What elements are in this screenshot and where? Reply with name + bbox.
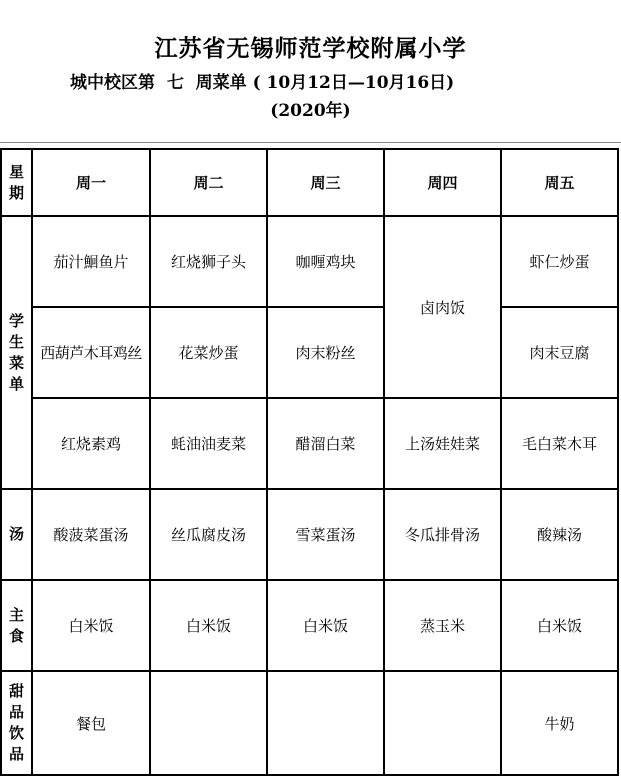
dish-cell: 西葫芦木耳鸡丝	[32, 307, 150, 398]
dish-cell: 咖喱鸡块	[267, 216, 384, 307]
day-header-mon: 周一	[32, 149, 150, 216]
menu-title: 江苏省无锡师范学校附属小学	[154, 35, 467, 62]
student-menu-label: 学 生 菜 单	[1, 216, 32, 489]
staple-row	[1, 580, 618, 671]
dish-cell: 上汤娃娃菜	[384, 398, 501, 489]
weekly-menu-table	[0, 148, 619, 776]
staple-cell: 白米饭	[267, 580, 384, 671]
student-dish-row-1	[1, 216, 618, 307]
dish-cell-merged: 卤肉饭	[384, 216, 501, 398]
menu-subtitle: 城中校区第 七 周菜单 ( 10月12日—10月16日)	[70, 73, 455, 93]
dish-cell: 花菜炒蛋	[150, 307, 267, 398]
day-header-fri: 周五	[501, 149, 618, 216]
student-dish-row-3	[1, 398, 618, 489]
soup-cell: 酸辣汤	[501, 489, 618, 580]
staple-cell: 白米饭	[32, 580, 150, 671]
dessert-cell	[150, 671, 267, 775]
weekday-corner-label: 星 期	[1, 149, 32, 216]
soup-cell: 酸菠菜蛋汤	[32, 489, 150, 580]
soup-cell: 丝瓜腐皮汤	[150, 489, 267, 580]
staple-cell: 蒸玉米	[384, 580, 501, 671]
day-header-wed: 周三	[267, 149, 384, 216]
dish-cell: 肉末粉丝	[267, 307, 384, 398]
staple-cell: 白米饭	[150, 580, 267, 671]
dessert-cell: 牛奶	[501, 671, 618, 775]
day-header-thu: 周四	[384, 149, 501, 216]
dish-cell: 虾仁炒蛋	[501, 216, 618, 307]
dish-cell: 红烧素鸡	[32, 398, 150, 489]
dish-cell: 毛白菜木耳	[501, 398, 618, 489]
dessert-cell: 餐包	[32, 671, 150, 775]
soup-label: 汤	[1, 489, 32, 580]
soup-row	[1, 489, 618, 580]
dish-cell: 蚝油油麦菜	[150, 398, 267, 489]
student-dish-row-2	[1, 307, 618, 398]
dessert-cell	[267, 671, 384, 775]
dessert-row	[1, 671, 618, 775]
menu-year: (2020年)	[270, 101, 351, 121]
dish-cell: 醋溜白菜	[267, 398, 384, 489]
day-header-tue: 周二	[150, 149, 267, 216]
staple-label: 主 食	[1, 580, 32, 671]
soup-cell: 冬瓜排骨汤	[384, 489, 501, 580]
dish-cell: 肉末豆腐	[501, 307, 618, 398]
dish-cell: 红烧狮子头	[150, 216, 267, 307]
day-header-row	[1, 149, 618, 216]
dessert-cell	[384, 671, 501, 775]
staple-cell: 白米饭	[501, 580, 618, 671]
dish-cell: 茄汁鮰鱼片	[32, 216, 150, 307]
dessert-label: 甜 品 饮 品	[1, 671, 32, 775]
header-divider	[0, 142, 621, 143]
soup-cell: 雪菜蛋汤	[267, 489, 384, 580]
